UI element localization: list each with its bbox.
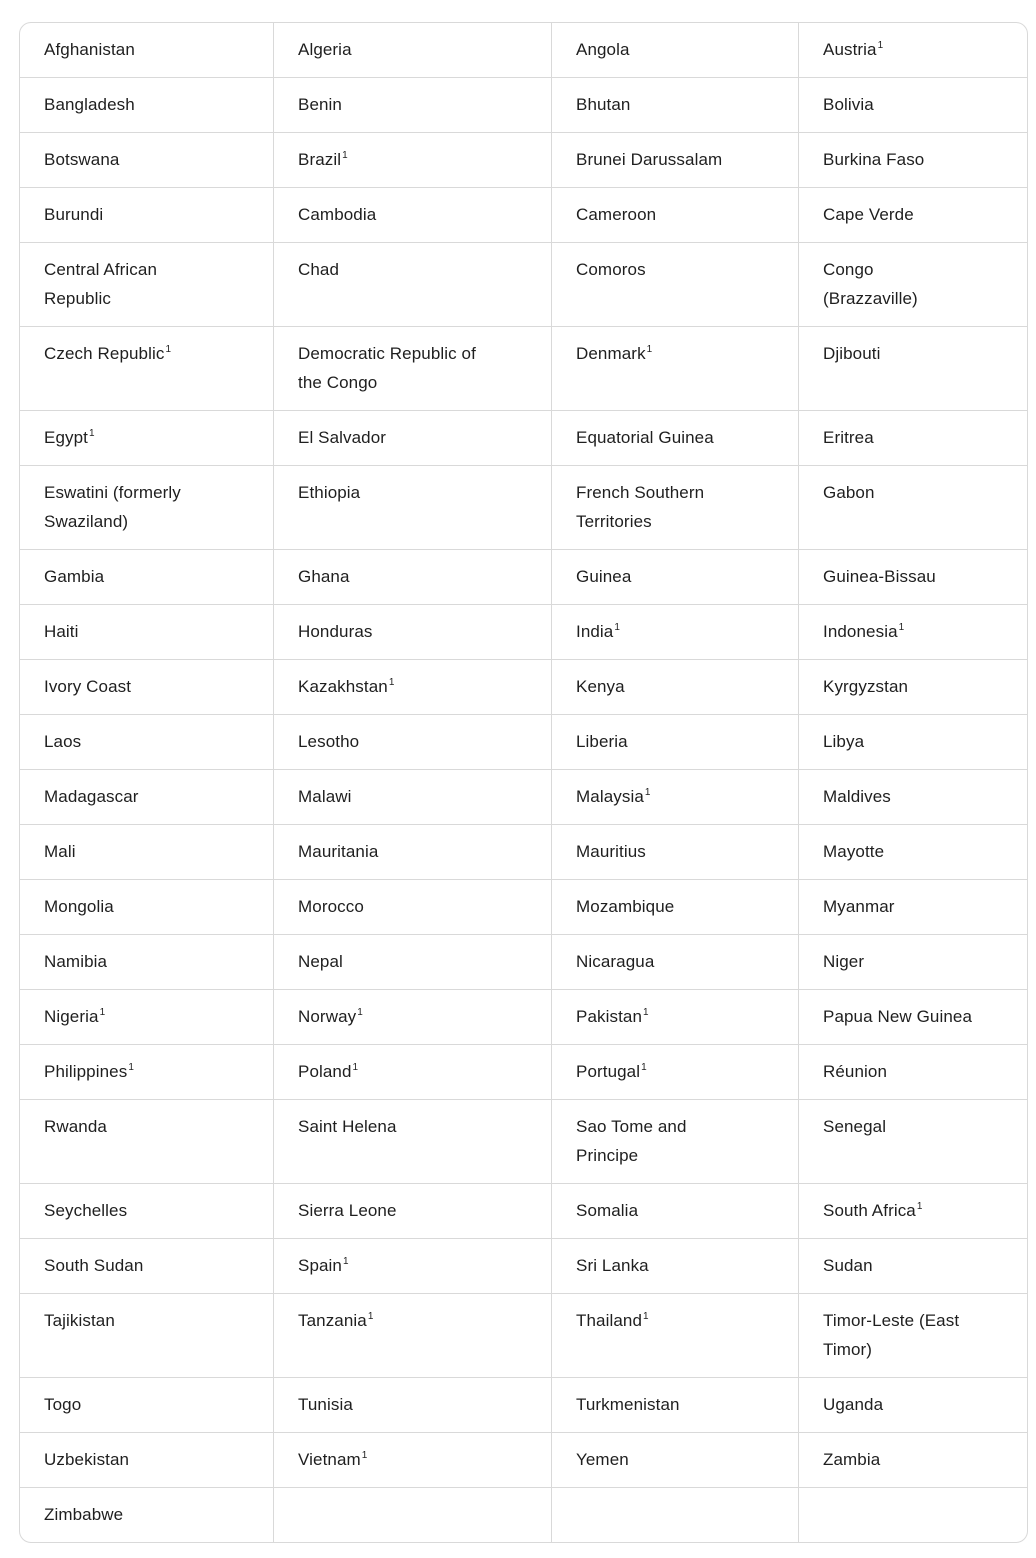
country-name: Zimbabwe	[44, 1505, 124, 1524]
country-name: Eritrea	[823, 428, 874, 447]
country-cell	[273, 1377, 551, 1432]
country-cell	[551, 824, 798, 879]
country-cell	[20, 1238, 273, 1293]
country-name: Comoros	[576, 260, 646, 279]
country-name: Eswatini (formerly Swaziland)	[44, 483, 181, 531]
country-cell	[798, 549, 1027, 604]
empty-cell	[273, 1487, 551, 1542]
footnote-marker: 1	[614, 622, 621, 634]
country-name: Democratic Republic of the Congo	[298, 344, 476, 392]
country-cell	[798, 769, 1027, 824]
country-name: Egypt	[44, 428, 88, 447]
country-cell	[20, 1044, 273, 1099]
country-cell	[798, 604, 1027, 659]
country-name: Norway	[298, 1007, 357, 1026]
country-name: South Africa	[823, 1201, 916, 1220]
country-cell	[551, 1099, 798, 1183]
table-row	[20, 23, 1027, 77]
country-cell	[798, 1377, 1027, 1432]
country-name: Madagascar	[44, 787, 139, 806]
empty-cell	[551, 1487, 798, 1542]
country-cell	[798, 326, 1027, 410]
country-cell	[551, 242, 798, 326]
footnote-marker: 1	[165, 344, 172, 356]
country-name: Saint Helena	[298, 1117, 397, 1136]
country-name: Laos	[44, 732, 82, 751]
table-row	[20, 1377, 1027, 1432]
country-name: Cameroon	[576, 205, 657, 224]
country-name: Brunei Darussalam	[576, 150, 723, 169]
country-table-container	[19, 22, 1026, 1543]
country-cell	[798, 242, 1027, 326]
country-name: Kyrgyzstan	[823, 677, 909, 696]
country-name: Mayotte	[823, 842, 885, 861]
table-row	[20, 604, 1027, 659]
country-name: India	[576, 622, 614, 641]
country-cell	[273, 242, 551, 326]
table-row	[20, 410, 1027, 465]
country-name: Cape Verde	[823, 205, 914, 224]
footnote-marker: 1	[641, 1062, 647, 1074]
country-name: Malawi	[298, 787, 352, 806]
country-cell	[273, 410, 551, 465]
footnote-marker: 1	[342, 150, 348, 162]
country-cell	[273, 824, 551, 879]
country-cell	[20, 77, 273, 132]
country-name: Mauritius	[576, 842, 646, 861]
country-cell	[551, 1183, 798, 1238]
footnote-marker: 1	[357, 1007, 363, 1019]
table-row	[20, 714, 1027, 769]
country-cell	[551, 465, 798, 549]
country-name: Sri Lanka	[576, 1256, 649, 1275]
country-cell	[20, 989, 273, 1044]
country-name: Sao Tome and Principe	[576, 1117, 687, 1165]
country-cell	[798, 410, 1027, 465]
country-name: Mauritania	[298, 842, 379, 861]
country-name: Turkmenistan	[576, 1395, 680, 1414]
country-cell	[20, 824, 273, 879]
country-name: Kazakhstan	[298, 677, 388, 696]
country-name: Uzbekistan	[44, 1450, 130, 1469]
country-cell	[798, 1293, 1027, 1377]
country-cell	[20, 769, 273, 824]
country-name: Angola	[576, 40, 630, 59]
country-name: Yemen	[576, 1450, 629, 1469]
country-cell	[551, 187, 798, 242]
country-cell	[551, 410, 798, 465]
table-row	[20, 824, 1027, 879]
country-cell	[20, 1183, 273, 1238]
footnote-marker: 1	[898, 622, 905, 634]
footnote-marker: 1	[99, 1007, 106, 1019]
country-name: Gabon	[823, 483, 875, 502]
country-cell	[20, 410, 273, 465]
footnote-marker: 1	[916, 1201, 923, 1213]
country-cell	[551, 77, 798, 132]
country-cell	[273, 604, 551, 659]
country-name: Guinea-Bissau	[823, 567, 936, 586]
country-cell	[20, 465, 273, 549]
country-cell	[20, 1432, 273, 1487]
country-cell	[20, 242, 273, 326]
country-cell	[20, 714, 273, 769]
country-name: Togo	[44, 1395, 82, 1414]
country-cell	[798, 659, 1027, 714]
table-row	[20, 77, 1027, 132]
country-name: Poland	[298, 1062, 352, 1081]
footnote-marker: 1	[128, 1062, 134, 1074]
country-cell	[551, 132, 798, 187]
country-cell	[551, 1293, 798, 1377]
country-name: Benin	[298, 95, 342, 114]
country-name: Algeria	[298, 40, 352, 59]
footnote-marker: 1	[643, 1311, 649, 1323]
country-cell	[798, 23, 1027, 77]
table-row	[20, 1432, 1027, 1487]
country-cell	[551, 1377, 798, 1432]
country-name: South Sudan	[44, 1256, 144, 1275]
country-cell	[798, 1044, 1027, 1099]
country-cell	[273, 1099, 551, 1183]
country-cell	[551, 1238, 798, 1293]
country-name: Guinea	[576, 567, 632, 586]
country-cell	[20, 1377, 273, 1432]
footnote-marker: 1	[352, 1062, 359, 1074]
country-name: Portugal	[576, 1062, 641, 1081]
country-name: Djibouti	[823, 344, 881, 363]
country-name: Tanzania	[298, 1311, 367, 1330]
country-name: Czech Republic	[44, 344, 165, 363]
country-name: Maldives	[823, 787, 891, 806]
country-name: Myanmar	[823, 897, 895, 916]
country-name: Spain	[298, 1256, 342, 1275]
country-name: Seychelles	[44, 1201, 128, 1220]
table-row	[20, 989, 1027, 1044]
country-cell	[20, 1487, 273, 1542]
country-name: Sierra Leone	[298, 1201, 397, 1220]
country-name: Morocco	[298, 897, 364, 916]
country-cell	[20, 326, 273, 410]
country-cell	[273, 23, 551, 77]
country-cell	[273, 549, 551, 604]
country-cell	[273, 465, 551, 549]
country-cell	[273, 1432, 551, 1487]
table-row	[20, 1238, 1027, 1293]
country-cell	[20, 1099, 273, 1183]
country-name: Nepal	[298, 952, 343, 971]
country-cell	[20, 1293, 273, 1377]
country-name: Chad	[298, 260, 340, 279]
country-cell	[273, 132, 551, 187]
country-name: Botswana	[44, 150, 120, 169]
country-name: Mali	[44, 842, 76, 861]
country-cell	[551, 604, 798, 659]
country-name: Honduras	[298, 622, 373, 641]
country-name: Réunion	[823, 1062, 888, 1081]
country-cell	[551, 934, 798, 989]
country-name: Kenya	[576, 677, 625, 696]
country-name: Mozambique	[576, 897, 675, 916]
country-name: Equatorial Guinea	[576, 428, 714, 447]
country-name: Senegal	[823, 1117, 887, 1136]
country-name: Vietnam	[298, 1450, 361, 1469]
country-name: Sudan	[823, 1256, 873, 1275]
country-cell	[551, 714, 798, 769]
country-name: Pakistan	[576, 1007, 643, 1026]
country-name: Nigeria	[44, 1007, 99, 1026]
country-cell	[273, 187, 551, 242]
country-name: Tajikistan	[44, 1311, 115, 1330]
country-cell	[551, 1432, 798, 1487]
country-name: Burkina Faso	[823, 150, 925, 169]
table-row	[20, 326, 1027, 410]
table-row	[20, 1487, 1027, 1542]
country-cell	[273, 1183, 551, 1238]
country-cell	[798, 1238, 1027, 1293]
footnote-marker: 1	[644, 787, 651, 799]
country-cell	[551, 879, 798, 934]
country-name: Liberia	[576, 732, 628, 751]
table-row	[20, 549, 1027, 604]
country-table-body	[20, 23, 1027, 1542]
country-name: Rwanda	[44, 1117, 107, 1136]
country-name: Nicaragua	[576, 952, 655, 971]
empty-cell	[798, 1487, 1027, 1542]
table-row	[20, 132, 1027, 187]
table-row	[20, 1099, 1027, 1183]
country-cell	[273, 326, 551, 410]
country-name: El Salvador	[298, 428, 387, 447]
country-cell	[798, 989, 1027, 1044]
footnote-marker: 1	[646, 344, 653, 356]
country-name: Mongolia	[44, 897, 114, 916]
country-cell	[798, 1183, 1027, 1238]
country-name: Denmark	[576, 344, 646, 363]
table-row	[20, 187, 1027, 242]
footnote-marker: 1	[88, 428, 95, 440]
country-cell	[20, 604, 273, 659]
country-cell	[798, 879, 1027, 934]
country-cell	[551, 769, 798, 824]
country-name: Philippines	[44, 1062, 128, 1081]
country-cell	[273, 714, 551, 769]
country-table	[19, 22, 1028, 1543]
country-name: Timor-Leste (East Timor)	[823, 1311, 960, 1359]
country-name: Uganda	[823, 1395, 884, 1414]
country-cell	[20, 132, 273, 187]
country-cell	[20, 879, 273, 934]
country-name: Cambodia	[298, 205, 377, 224]
table-row	[20, 465, 1027, 549]
country-name: Thailand	[576, 1311, 643, 1330]
country-cell	[798, 714, 1027, 769]
country-cell	[798, 934, 1027, 989]
footnote-marker: 1	[388, 677, 395, 689]
country-name: Niger	[823, 952, 865, 971]
country-cell	[551, 1044, 798, 1099]
country-name: Haiti	[44, 622, 79, 641]
country-name: Austria	[823, 40, 877, 59]
country-cell	[273, 1044, 551, 1099]
country-cell	[20, 187, 273, 242]
table-row	[20, 1044, 1027, 1099]
country-name: Bangladesh	[44, 95, 135, 114]
country-name: Indonesia	[823, 622, 898, 641]
country-name: Zambia	[823, 1450, 881, 1469]
country-cell	[551, 659, 798, 714]
country-name: Somalia	[576, 1201, 639, 1220]
country-cell	[798, 187, 1027, 242]
country-cell	[273, 1238, 551, 1293]
country-cell	[273, 77, 551, 132]
country-name: Burundi	[44, 205, 104, 224]
country-cell	[273, 1293, 551, 1377]
country-name: Ivory Coast	[44, 677, 132, 696]
country-cell	[273, 989, 551, 1044]
country-cell	[273, 769, 551, 824]
country-name: Brazil	[298, 150, 342, 169]
country-cell	[551, 326, 798, 410]
country-name: Ethiopia	[298, 483, 361, 502]
table-row	[20, 769, 1027, 824]
footnote-marker: 1	[361, 1450, 368, 1462]
table-row	[20, 934, 1027, 989]
country-cell	[20, 549, 273, 604]
table-row	[20, 1183, 1027, 1238]
country-cell	[273, 934, 551, 989]
country-name: Central African Republic	[44, 260, 157, 308]
country-name: Namibia	[44, 952, 108, 971]
country-cell	[20, 659, 273, 714]
country-cell	[798, 824, 1027, 879]
country-cell	[551, 989, 798, 1044]
country-name: French Southern Territories	[576, 483, 705, 531]
country-name: Libya	[823, 732, 865, 751]
table-row	[20, 659, 1027, 714]
country-name: Bolivia	[823, 95, 874, 114]
country-name: Gambia	[44, 567, 105, 586]
country-cell	[798, 1099, 1027, 1183]
footnote-marker: 1	[877, 40, 884, 52]
footnote-marker: 1	[342, 1256, 349, 1268]
country-cell	[798, 1432, 1027, 1487]
country-cell	[273, 879, 551, 934]
country-name: Ghana	[298, 567, 350, 586]
country-name: Tunisia	[298, 1395, 353, 1414]
country-cell	[20, 934, 273, 989]
country-cell	[20, 23, 273, 77]
country-name: Papua New Guinea	[823, 1007, 973, 1026]
table-row	[20, 1293, 1027, 1377]
footnote-marker: 1	[367, 1311, 374, 1323]
country-name: Afghanistan	[44, 40, 135, 59]
footnote-marker: 1	[643, 1007, 649, 1019]
table-row	[20, 242, 1027, 326]
country-name: Malaysia	[576, 787, 644, 806]
country-cell	[798, 465, 1027, 549]
country-cell	[551, 549, 798, 604]
country-cell	[551, 23, 798, 77]
country-cell	[273, 659, 551, 714]
country-cell	[798, 77, 1027, 132]
country-name: Congo (Brazzaville)	[823, 260, 918, 308]
country-cell	[798, 132, 1027, 187]
table-row	[20, 879, 1027, 934]
country-name: Bhutan	[576, 95, 631, 114]
country-name: Lesotho	[298, 732, 360, 751]
